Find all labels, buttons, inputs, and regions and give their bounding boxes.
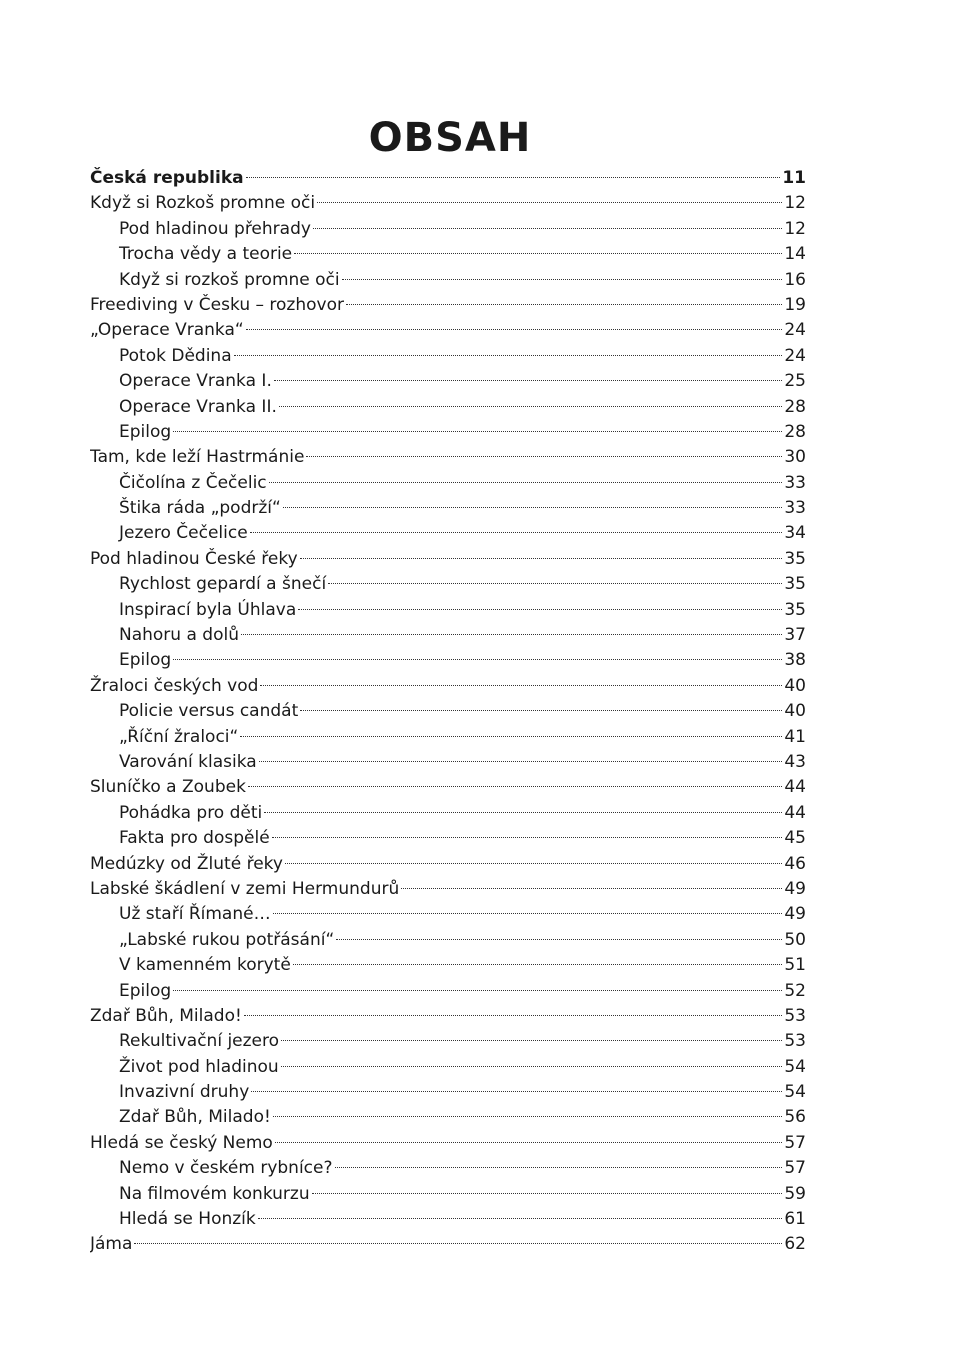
toc-subchapter-entry [90, 217, 806, 242]
toc-page-number: 54 [784, 1056, 806, 1077]
toc-dot-leader [264, 812, 782, 813]
toc-chapter-entry [90, 445, 806, 470]
toc-entry-title: „Operace Vranka“ [90, 320, 244, 341]
toc-entry-title: Když si rozkoš promne oči [119, 269, 340, 290]
toc-subchapter-entry [90, 953, 806, 978]
toc-subchapter-entry [90, 1105, 806, 1130]
toc-entry-title: Sluníčko a Zoubek [90, 777, 246, 798]
toc-chapter-entry [90, 318, 806, 343]
toc-dot-leader [279, 406, 783, 407]
toc-page-number: 28 [784, 396, 806, 417]
toc-dot-leader [335, 1167, 783, 1168]
toc-page-number: 19 [784, 294, 806, 315]
toc-entry-title: Čičolína z Čečelic [119, 472, 267, 493]
page-title: OBSAH [368, 114, 532, 161]
toc-chapter-entry [90, 852, 806, 877]
toc-chapter-entry [90, 191, 806, 216]
toc-entry-title: Jezero Čečelice [119, 523, 248, 544]
toc-entry-title: Operace Vranka I. [119, 371, 272, 392]
toc-section-heading [90, 166, 806, 191]
toc-subchapter-entry [90, 496, 806, 521]
toc-dot-leader [300, 558, 783, 559]
toc-dot-leader [293, 964, 783, 965]
toc-page-number: 50 [784, 929, 806, 950]
toc-page-number: 30 [784, 447, 806, 468]
toc-dot-leader [260, 685, 782, 686]
toc-page-number: 41 [784, 726, 806, 747]
toc-chapter-entry [90, 1131, 806, 1156]
toc-dot-leader [313, 228, 782, 229]
toc-page-number: 45 [784, 828, 806, 849]
toc-page-number: 44 [784, 777, 806, 798]
toc-dot-leader [401, 888, 782, 889]
toc-dot-leader [251, 1091, 782, 1092]
toc-subchapter-entry [90, 369, 806, 394]
toc-entry-title: Epilog [119, 421, 172, 442]
toc-page-number: 33 [784, 472, 806, 493]
toc-subchapter-entry [90, 1207, 806, 1232]
toc-subchapter-entry [90, 1080, 806, 1105]
toc-dot-leader [281, 1040, 782, 1041]
toc-page-number: 40 [784, 701, 806, 722]
toc-subchapter-entry [90, 572, 806, 597]
toc-subchapter-entry [90, 598, 806, 623]
toc-dot-leader [173, 990, 782, 991]
toc-dot-leader [269, 482, 783, 483]
toc-entry-title: Medúzky od Žluté řeky [90, 853, 283, 874]
toc-page-number: 62 [784, 1234, 806, 1255]
toc-page-number: 52 [784, 980, 806, 1001]
toc-subchapter-entry [90, 826, 806, 851]
toc-dot-leader [273, 913, 783, 914]
toc-subchapter-entry [90, 420, 806, 445]
toc-page-number: 53 [784, 1005, 806, 1026]
toc-entry-title: Hledá se český Nemo [90, 1132, 273, 1153]
toc-dot-leader [258, 1218, 783, 1219]
toc-page-number: 49 [784, 878, 806, 899]
toc-page-number: 56 [784, 1107, 806, 1128]
toc-subchapter-entry [90, 801, 806, 826]
toc-subchapter-entry [90, 648, 806, 673]
toc-page-number: 12 [784, 193, 806, 214]
toc-dot-leader [244, 1015, 783, 1016]
toc-entry-title: Žraloci českých vod [90, 675, 259, 696]
toc-entry-title: Tam, kde leží Hastrmánie [90, 447, 305, 468]
toc-dot-leader [173, 431, 782, 432]
toc-subchapter-entry [90, 1029, 806, 1054]
toc-dot-leader [283, 507, 783, 508]
toc-chapter-entry [90, 1232, 806, 1257]
toc-entry-title: Zdař Bůh, Milado! [119, 1107, 271, 1128]
toc-page-number: 59 [784, 1183, 806, 1204]
toc-entry-title: Pohádka pro děti [119, 802, 263, 823]
toc-dot-leader [312, 1193, 783, 1194]
toc-page-number: 24 [784, 320, 806, 341]
toc-entry-title: Labské škádlení v zemi Hermundurů [90, 878, 400, 899]
toc-dot-leader [281, 1066, 783, 1067]
toc-dot-leader [273, 1116, 783, 1117]
toc-entry-title: Inspirací byla Úhlava [119, 599, 297, 620]
toc-page-number: 38 [784, 650, 806, 671]
toc-entry-title: Nemo v českém rybníce? [119, 1158, 333, 1179]
toc-dot-leader [336, 939, 782, 940]
toc-dot-leader [250, 532, 783, 533]
toc-page-number: 44 [784, 802, 806, 823]
toc-entry-title: Rychlost gepardí a šnečí [119, 574, 327, 595]
toc-subchapter-entry [90, 395, 806, 420]
toc-page-number: 12 [784, 218, 806, 239]
toc-entry-title: Freediving v Česku – rozhovor [90, 294, 344, 315]
toc-page-number: 61 [784, 1209, 806, 1230]
toc-page-number: 16 [784, 269, 806, 290]
toc-entry-title: „Labské rukou potřásání“ [119, 929, 335, 950]
toc-entry-title: Potok Dědina [119, 345, 232, 366]
toc-page-number: 40 [784, 675, 806, 696]
toc-subchapter-entry [90, 1156, 806, 1181]
toc-dot-leader [275, 1142, 783, 1143]
toc-entry-title: Život pod hladinou [119, 1056, 279, 1077]
toc-page-number: 33 [784, 498, 806, 519]
toc-page-number: 14 [784, 244, 806, 265]
toc-entry-title: Epilog [119, 650, 172, 671]
toc-subchapter-entry [90, 623, 806, 648]
toc-page-number: 54 [784, 1082, 806, 1103]
toc-entry-title: Invazivní druhy [119, 1082, 250, 1103]
toc-entry-title: Epilog [119, 980, 172, 1001]
table-of-contents [90, 166, 806, 1258]
toc-chapter-entry [90, 775, 806, 800]
toc-page-number: 49 [784, 904, 806, 925]
toc-subchapter-entry [90, 699, 806, 724]
toc-page-number: 43 [784, 751, 806, 772]
toc-dot-leader [328, 583, 782, 584]
toc-subchapter-entry [90, 268, 806, 293]
toc-entry-title: Zdař Bůh, Milado! [90, 1005, 242, 1026]
toc-dot-leader [248, 786, 782, 787]
toc-entry-title: Fakta pro dospělé [119, 828, 270, 849]
toc-subchapter-entry [90, 979, 806, 1004]
toc-dot-leader [234, 355, 783, 356]
toc-page-number: 57 [784, 1132, 806, 1153]
toc-page-number: 25 [784, 371, 806, 392]
toc-dot-leader [173, 659, 782, 660]
toc-dot-leader [285, 863, 782, 864]
toc-dot-leader [306, 456, 782, 457]
toc-chapter-entry [90, 877, 806, 902]
toc-dot-leader [317, 202, 782, 203]
toc-dot-leader [342, 279, 783, 280]
toc-entry-title: Hledá se Honzík [119, 1209, 256, 1230]
toc-entry-title: Když si Rozkoš promne oči [90, 193, 316, 214]
toc-page-number: 35 [784, 599, 806, 620]
toc-dot-leader [300, 710, 782, 711]
toc-chapter-entry [90, 1004, 806, 1029]
toc-subchapter-entry [90, 344, 806, 369]
toc-entry-title: Pod hladinou České řeky [90, 548, 298, 569]
toc-subchapter-entry [90, 750, 806, 775]
toc-dot-leader [294, 253, 782, 254]
toc-dot-leader [346, 304, 782, 305]
toc-chapter-entry [90, 293, 806, 318]
toc-subchapter-entry [90, 471, 806, 496]
toc-dot-leader [272, 837, 783, 838]
toc-chapter-entry [90, 547, 806, 572]
toc-page-number: 24 [784, 345, 806, 366]
toc-dot-leader [298, 609, 782, 610]
toc-dot-leader [246, 329, 783, 330]
toc-entry-title: V kamenném korytě [119, 955, 291, 976]
toc-page-number: 57 [784, 1158, 806, 1179]
toc-entry-title: Jáma [90, 1234, 133, 1255]
toc-entry-title: Trocha vědy a teorie [119, 244, 293, 265]
toc-entry-title: Pod hladinou přehrady [119, 218, 311, 239]
toc-page-number: 51 [784, 955, 806, 976]
toc-dot-leader [246, 177, 781, 178]
toc-subchapter-entry [90, 521, 806, 546]
toc-entry-title: Na filmovém konkurzu [119, 1183, 310, 1204]
toc-page-number: 34 [784, 523, 806, 544]
toc-dot-leader [240, 736, 782, 737]
toc-page-number: 35 [784, 574, 806, 595]
toc-subchapter-entry [90, 242, 806, 267]
toc-page-number: 46 [784, 853, 806, 874]
toc-page-number: 53 [784, 1031, 806, 1052]
toc-entry-title: Česká republika [90, 168, 244, 188]
toc-subchapter-entry [90, 1055, 806, 1080]
toc-page-number: 37 [784, 625, 806, 646]
toc-entry-title: Nahoru a dolů [119, 625, 239, 646]
toc-entry-title: Štika ráda „podrží“ [119, 498, 281, 519]
toc-entry-title: Varování klasika [119, 751, 257, 772]
toc-chapter-entry [90, 674, 806, 699]
toc-entry-title: „Říční žraloci“ [119, 726, 239, 747]
toc-dot-leader [134, 1243, 782, 1244]
toc-entry-title: Rekultivační jezero [119, 1031, 280, 1052]
toc-subchapter-entry [90, 1182, 806, 1207]
toc-subchapter-entry [90, 902, 806, 927]
toc-subchapter-entry [90, 725, 806, 750]
toc-entry-title: Operace Vranka II. [119, 396, 277, 417]
toc-page-number: 28 [784, 421, 806, 442]
toc-subchapter-entry [90, 928, 806, 953]
toc-dot-leader [241, 634, 782, 635]
toc-dot-leader [259, 761, 783, 762]
toc-page-number: 11 [782, 168, 806, 188]
toc-entry-title: Policie versus candát [119, 701, 299, 722]
toc-dot-leader [274, 380, 783, 381]
toc-entry-title: Už staří Římané… [119, 904, 271, 925]
toc-page-number: 35 [784, 548, 806, 569]
